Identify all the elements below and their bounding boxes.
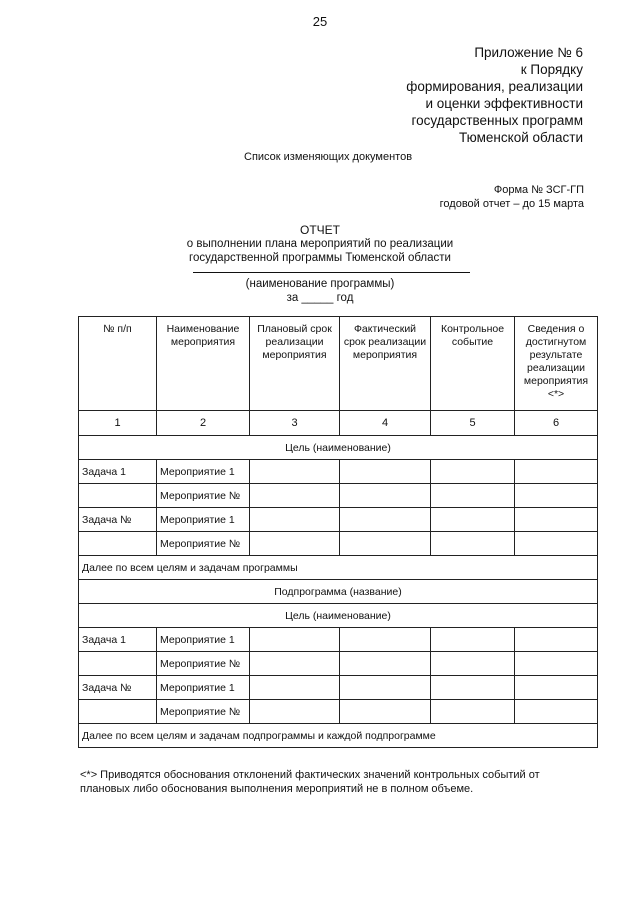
subprogram-cell: Подпрограмма (название): [79, 580, 598, 604]
measure-cell: Мероприятие №: [157, 652, 250, 676]
measure-cell: Мероприятие 1: [157, 676, 250, 700]
task-cell: Задача №: [79, 676, 157, 700]
table-row: [79, 484, 598, 508]
header-cell: Плановый срок реализации мероприятия: [250, 317, 340, 411]
empty-cell: [250, 700, 340, 724]
report-title: ОТЧЕТ: [300, 223, 340, 237]
empty-cell: [250, 508, 340, 532]
column-number: 2: [157, 411, 250, 436]
measure-cell: Мероприятие №: [157, 532, 250, 556]
goal-row: [79, 436, 598, 460]
form-deadline: годовой отчет – до 15 марта: [439, 198, 584, 210]
header-cell: Фактический срок реализации мероприятия: [340, 317, 431, 411]
task-cell: Задача 1: [79, 460, 157, 484]
table-row: [79, 460, 598, 484]
column-number: 4: [340, 411, 431, 436]
report-table: [78, 316, 598, 748]
column-number: 3: [250, 411, 340, 436]
empty-cell: [515, 460, 598, 484]
task-cell: Задача №: [79, 508, 157, 532]
appendix-line: Тюменской области: [459, 130, 583, 145]
empty-cell: [340, 700, 431, 724]
empty-cell: [250, 628, 340, 652]
column-number: 6: [515, 411, 598, 436]
program-name-block: [0, 277, 640, 305]
subprogram-row: [79, 580, 598, 604]
appendix-line: Приложение № 6: [474, 45, 583, 60]
empty-cell: [250, 652, 340, 676]
header-cell: Наименование мероприятия: [157, 317, 250, 411]
appendix-line: формирования, реализации: [406, 79, 583, 94]
measure-cell: Мероприятие №: [157, 484, 250, 508]
table-row: [79, 676, 598, 700]
program-name-underline: [193, 272, 470, 273]
form-info: [440, 183, 584, 211]
further-subprogram-cell: Далее по всем целям и задачам подпрограммы и каждой подпрограмме: [79, 724, 598, 748]
empty-cell: [340, 532, 431, 556]
column-number: 5: [431, 411, 515, 436]
empty-cell: [431, 532, 515, 556]
empty-cell: [431, 652, 515, 676]
goal-cell: Цель (наименование): [79, 604, 598, 628]
report-year: за _____ год: [286, 292, 354, 304]
empty-cell: [250, 532, 340, 556]
further-subprogram-row: [79, 724, 598, 748]
header-cell: Сведения о достигнутом результате реализации мероприятия <*>: [515, 317, 598, 411]
report-subtitle-line2: государственной программы Тюменской области: [189, 252, 451, 264]
empty-cell: [431, 628, 515, 652]
empty-cell: [431, 700, 515, 724]
column-number-row: [79, 411, 598, 436]
header-cell: Контрольное событие: [431, 317, 515, 411]
measure-cell: Мероприятие №: [157, 700, 250, 724]
page-number: 25: [312, 14, 328, 29]
form-number: Форма № ЗСГ-ГП: [493, 184, 584, 196]
empty-cell: [515, 652, 598, 676]
empty-cell: [79, 652, 157, 676]
empty-cell: [515, 532, 598, 556]
empty-cell: [79, 484, 157, 508]
table-row: [79, 508, 598, 532]
empty-cell: [250, 460, 340, 484]
report-title-block: [0, 223, 640, 265]
empty-cell: [340, 484, 431, 508]
empty-cell: [515, 628, 598, 652]
empty-cell: [431, 676, 515, 700]
footnote: <*> Приводятся обоснования отклонений фактических значений контрольных событий от плановых либо обоснования выполнения мероприятий не в полном объеме.: [80, 769, 540, 795]
empty-cell: [79, 532, 157, 556]
empty-cell: [431, 460, 515, 484]
further-program-row: [79, 556, 598, 580]
table-row: [79, 628, 598, 652]
goal-row: [79, 604, 598, 628]
table-row: [79, 700, 598, 724]
empty-cell: [340, 508, 431, 532]
appendix-header: [406, 44, 583, 146]
header-cell: № п/п: [79, 317, 157, 411]
report-subtitle-line1: о выполнении плана мероприятий по реализации: [186, 238, 454, 250]
empty-cell: [340, 652, 431, 676]
empty-cell: [515, 508, 598, 532]
empty-cell: [431, 508, 515, 532]
appendix-line: государственных программ: [411, 113, 583, 128]
further-program-cell: Далее по всем целям и задачам программы: [79, 556, 598, 580]
measure-cell: Мероприятие 1: [157, 508, 250, 532]
table-row: [79, 532, 598, 556]
measure-cell: Мероприятие 1: [157, 460, 250, 484]
appendix-line: и оценки эффективности: [425, 96, 583, 111]
empty-cell: [250, 676, 340, 700]
empty-cell: [515, 484, 598, 508]
column-number: 1: [79, 411, 157, 436]
empty-cell: [340, 676, 431, 700]
empty-cell: [515, 676, 598, 700]
goal-cell: Цель (наименование): [79, 436, 598, 460]
task-cell: Задача 1: [79, 628, 157, 652]
doc-list-label: Список изменяющих документов: [244, 151, 413, 163]
empty-cell: [340, 628, 431, 652]
empty-cell: [340, 460, 431, 484]
measure-cell: Мероприятие 1: [157, 628, 250, 652]
program-name-hint: (наименование программы): [245, 278, 395, 290]
empty-cell: [250, 484, 340, 508]
empty-cell: [79, 700, 157, 724]
table-header-row: [79, 317, 598, 411]
empty-cell: [515, 700, 598, 724]
empty-cell: [431, 484, 515, 508]
table-row: [79, 652, 598, 676]
appendix-line: к Порядку: [520, 62, 583, 77]
